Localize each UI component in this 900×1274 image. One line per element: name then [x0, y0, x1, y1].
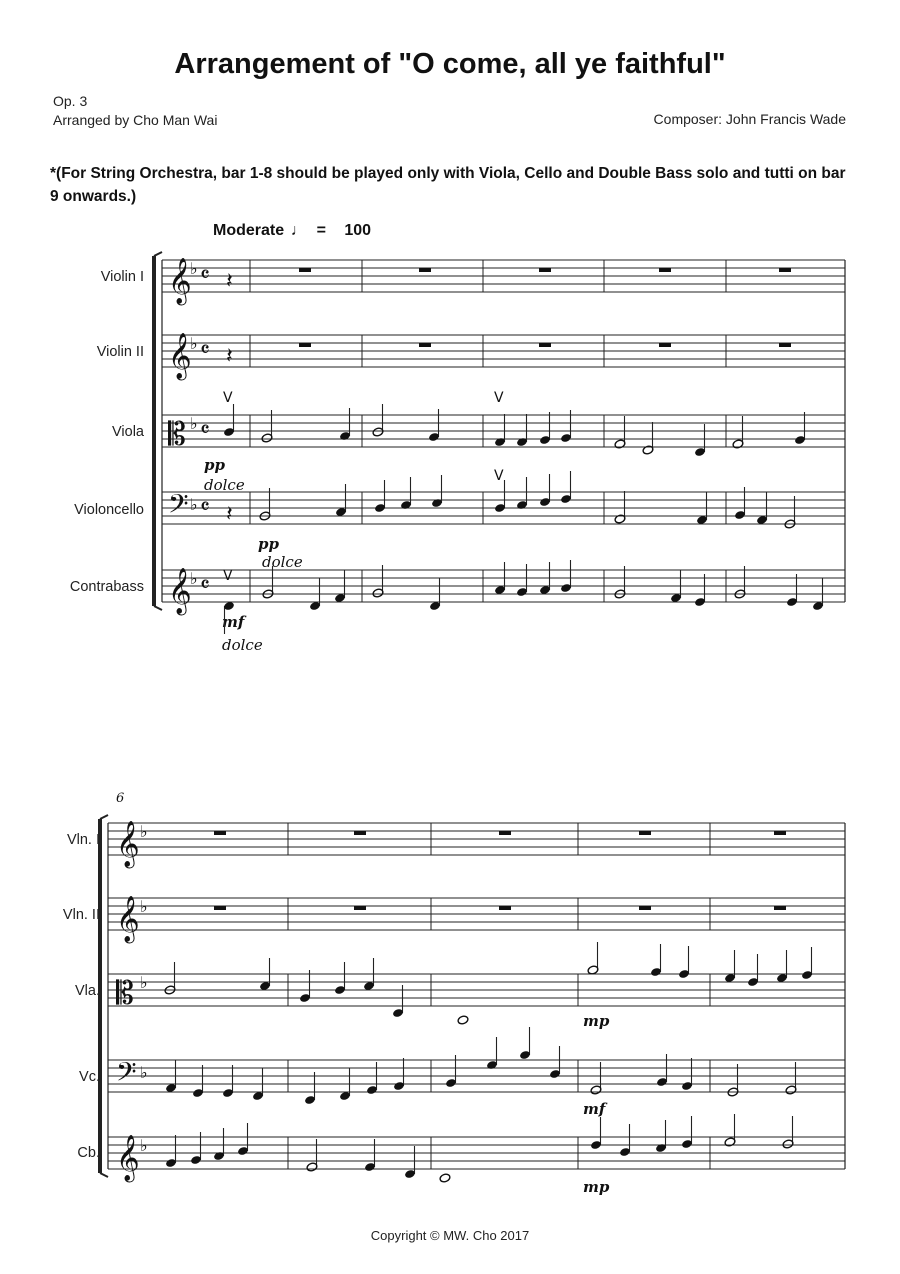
quarter-note-icon: ♩	[290, 222, 307, 239]
whole-rest	[214, 906, 226, 910]
quarter-rest-icon: 𝄽	[226, 502, 233, 527]
whole-rest	[639, 906, 651, 910]
whole-rest	[659, 343, 671, 347]
instrument-label-cello: Violoncello	[74, 502, 144, 518]
alto-clef-icon: 𝄡	[116, 974, 134, 1012]
up-bow-icon: V	[494, 468, 504, 484]
bass-clef-icon: 𝄢	[168, 488, 189, 526]
instrument-label-violin-2: Violin II	[96, 344, 144, 360]
whole-rest	[299, 268, 311, 272]
up-bow-icon: V	[223, 390, 233, 406]
copyright: Copyright © MW. Cho 2017	[370, 1228, 530, 1243]
flat-icon: ♭	[190, 414, 198, 433]
whole-rest	[774, 906, 786, 910]
whole-rest	[499, 906, 511, 910]
bracket-hook	[154, 252, 162, 256]
page-title: Arrangement of "O come, all ye faithful"	[174, 48, 726, 80]
treble-clef-icon: 𝄞	[116, 896, 140, 942]
whole-rest	[779, 343, 791, 347]
instrument-label-vln2-short: Vln. II	[62, 907, 100, 923]
composer: Composer: John Francis Wade	[653, 111, 846, 127]
treble-clef-icon: 𝄞	[168, 568, 192, 614]
instrument-label-vln1-short: Vln. I	[66, 832, 100, 848]
instrument-label-vc-short: Vc.	[79, 1069, 100, 1085]
note-head	[439, 1173, 451, 1183]
flat-icon: ♭	[140, 1136, 148, 1155]
whole-rest	[539, 268, 551, 272]
common-time-icon: 𝄴	[200, 495, 210, 520]
whole-rest	[539, 343, 551, 347]
instrument-label-viola: Viola	[112, 424, 144, 440]
flat-icon: ♭	[190, 334, 198, 353]
expression-dolce-contrabass: dolce	[222, 636, 263, 654]
expression-dolce-viola: dolce	[204, 476, 245, 494]
flat-icon: ♭	[140, 973, 148, 992]
flat-icon: ♭	[190, 569, 198, 588]
dynamic-mp-contrabass-sys2: mp	[583, 1178, 610, 1196]
tempo-text: Moderate	[213, 222, 285, 239]
whole-rest	[354, 906, 366, 910]
note-head	[457, 1015, 469, 1025]
whole-rest	[499, 831, 511, 835]
whole-rest	[419, 268, 431, 272]
whole-rest	[419, 343, 431, 347]
dynamic-pp-cello: pp	[258, 535, 279, 553]
instrument-label-vla-short: Vla.	[75, 983, 100, 999]
quarter-rest-icon: 𝄽	[226, 344, 233, 369]
treble-clef-icon: 𝄞	[168, 333, 192, 379]
treble-clef-icon: 𝄞	[116, 821, 140, 867]
whole-rest	[354, 831, 366, 835]
opus-number: Op. 3	[53, 93, 88, 109]
tempo-equals: =	[316, 222, 326, 239]
performance-note: *(For String Orchestra, bar 1-8 should be played only with Viola, Cello and Double Bass solo and tutti on bar 9 onwards.)	[50, 165, 846, 205]
treble-clef-icon: 𝄞	[116, 1135, 140, 1181]
common-time-icon: 𝄴	[200, 338, 210, 363]
common-time-icon: 𝄴	[200, 418, 210, 443]
instrument-label-violin-1: Violin I	[100, 269, 144, 285]
whole-rest	[214, 831, 226, 835]
whole-rest	[779, 268, 791, 272]
whole-rest	[659, 268, 671, 272]
treble-clef-icon: 𝄞	[168, 258, 192, 304]
instrument-label-contrabass: Contrabass	[69, 579, 144, 595]
instrument-label-cb-short: Cb.	[77, 1145, 100, 1161]
whole-rest	[299, 343, 311, 347]
dynamic-mf-contrabass: mf	[222, 613, 245, 631]
flat-icon: ♭	[140, 1063, 148, 1082]
bracket-hook	[100, 815, 108, 819]
arranger: Arranged by Cho Man Wai	[53, 112, 218, 128]
flat-icon: ♭	[140, 897, 148, 916]
dynamic-mp-viola-sys2: mp	[583, 1012, 610, 1030]
dynamic-mf-cello-sys2: mf	[583, 1100, 606, 1118]
up-bow-icon: V	[223, 568, 233, 584]
bass-clef-icon: 𝄢	[116, 1056, 137, 1094]
bracket-hook	[154, 606, 162, 610]
flat-icon: ♭	[140, 822, 148, 841]
dynamic-pp-viola: pp	[204, 456, 225, 474]
up-bow-icon: V	[494, 390, 504, 406]
flat-icon: ♭	[190, 259, 198, 278]
tempo-value: 100	[344, 222, 372, 239]
common-time-icon: 𝄴	[200, 263, 210, 288]
bracket-hook	[100, 1173, 108, 1177]
quarter-rest-icon: 𝄽	[226, 269, 233, 294]
alto-clef-icon: 𝄡	[168, 415, 186, 453]
flat-icon: ♭	[190, 495, 198, 514]
whole-rest	[774, 831, 786, 835]
common-time-icon: 𝄴	[200, 573, 210, 598]
whole-rest	[639, 831, 651, 835]
expression-dolce-cello: dolce	[262, 553, 303, 571]
bar-number: 6	[116, 791, 125, 806]
